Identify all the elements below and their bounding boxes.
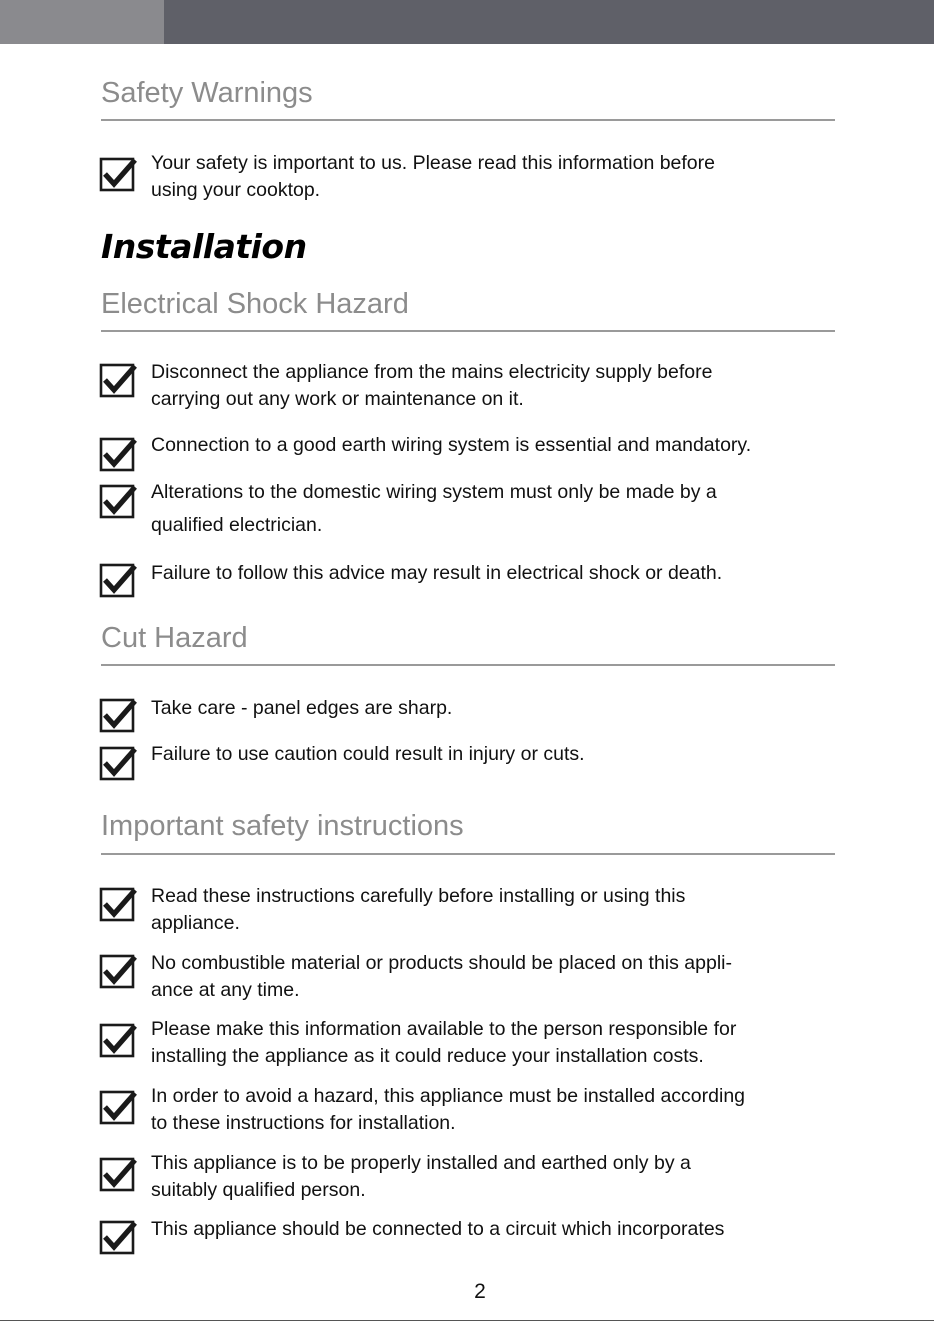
item-text: Connection to a good earth wiring system is essential and mandatory.	[151, 434, 752, 456]
heading-rule	[101, 119, 835, 121]
checked-checkbox-icon	[99, 744, 136, 781]
checked-checkbox-icon	[99, 561, 136, 598]
item-text: This appliance should be connected to a circuit which incorporates	[151, 1218, 725, 1240]
item-text: Your safety is important to us. Please read this information before using your cooktop.	[151, 152, 715, 201]
item-text: This appliance is to be properly installed and earthed only by a suitably qualified person.	[151, 1152, 691, 1201]
item-text: Failure to use caution could result in injury or cuts.	[151, 743, 585, 765]
checked-checkbox-icon	[99, 1021, 136, 1058]
heading-cut-hazard: Cut Hazard	[101, 622, 248, 654]
checked-checkbox-icon	[99, 361, 136, 398]
item-text: Disconnect the appliance from the mains electricity supply before carrying out any work or maintenance on it.	[151, 361, 713, 410]
footer-rule	[0, 1320, 934, 1321]
checked-checkbox-icon	[99, 1155, 136, 1192]
item-text: Alterations to the domestic wiring system must only be made by a qualified electrician.	[151, 481, 717, 536]
item-text: Failure to follow this advice may result in electrical shock or death.	[151, 562, 723, 584]
checked-checkbox-icon	[99, 696, 136, 733]
checked-checkbox-icon	[99, 885, 136, 922]
item-text: Take care - panel edges are sharp.	[151, 697, 453, 719]
checked-checkbox-icon	[99, 952, 136, 989]
item-text: Please make this information available to the person responsible for installing the appliance as it could reduce your installation costs.	[151, 1018, 737, 1067]
heading-electrical-shock-hazard: Electrical Shock Hazard	[101, 288, 409, 320]
heading-rule	[101, 330, 835, 332]
item-text: Read these instructions carefully before installing or using this appliance.	[151, 885, 686, 934]
heading-installation: Installation	[101, 227, 307, 266]
heading-rule	[101, 664, 835, 666]
page-number: 2	[474, 1280, 486, 1303]
checked-checkbox-icon	[99, 1218, 136, 1255]
heading-rule	[101, 853, 835, 855]
item-text: No combustible material or products should be placed on this appli- ance at any time.	[151, 952, 732, 1001]
checked-checkbox-icon	[99, 482, 136, 519]
header-bar-fill	[164, 0, 934, 44]
checked-checkbox-icon	[99, 435, 136, 472]
heading-safety-warnings: Safety Warnings	[101, 77, 313, 109]
heading-important-safety-instructions: Important safety instructions	[101, 810, 464, 842]
checked-checkbox-icon	[99, 1088, 136, 1125]
header-bar-tab	[0, 0, 164, 44]
header-bar	[0, 0, 934, 44]
item-text: In order to avoid a hazard, this appliance must be installed according to these instructions for installation.	[151, 1085, 746, 1134]
checked-checkbox-icon	[99, 155, 136, 192]
